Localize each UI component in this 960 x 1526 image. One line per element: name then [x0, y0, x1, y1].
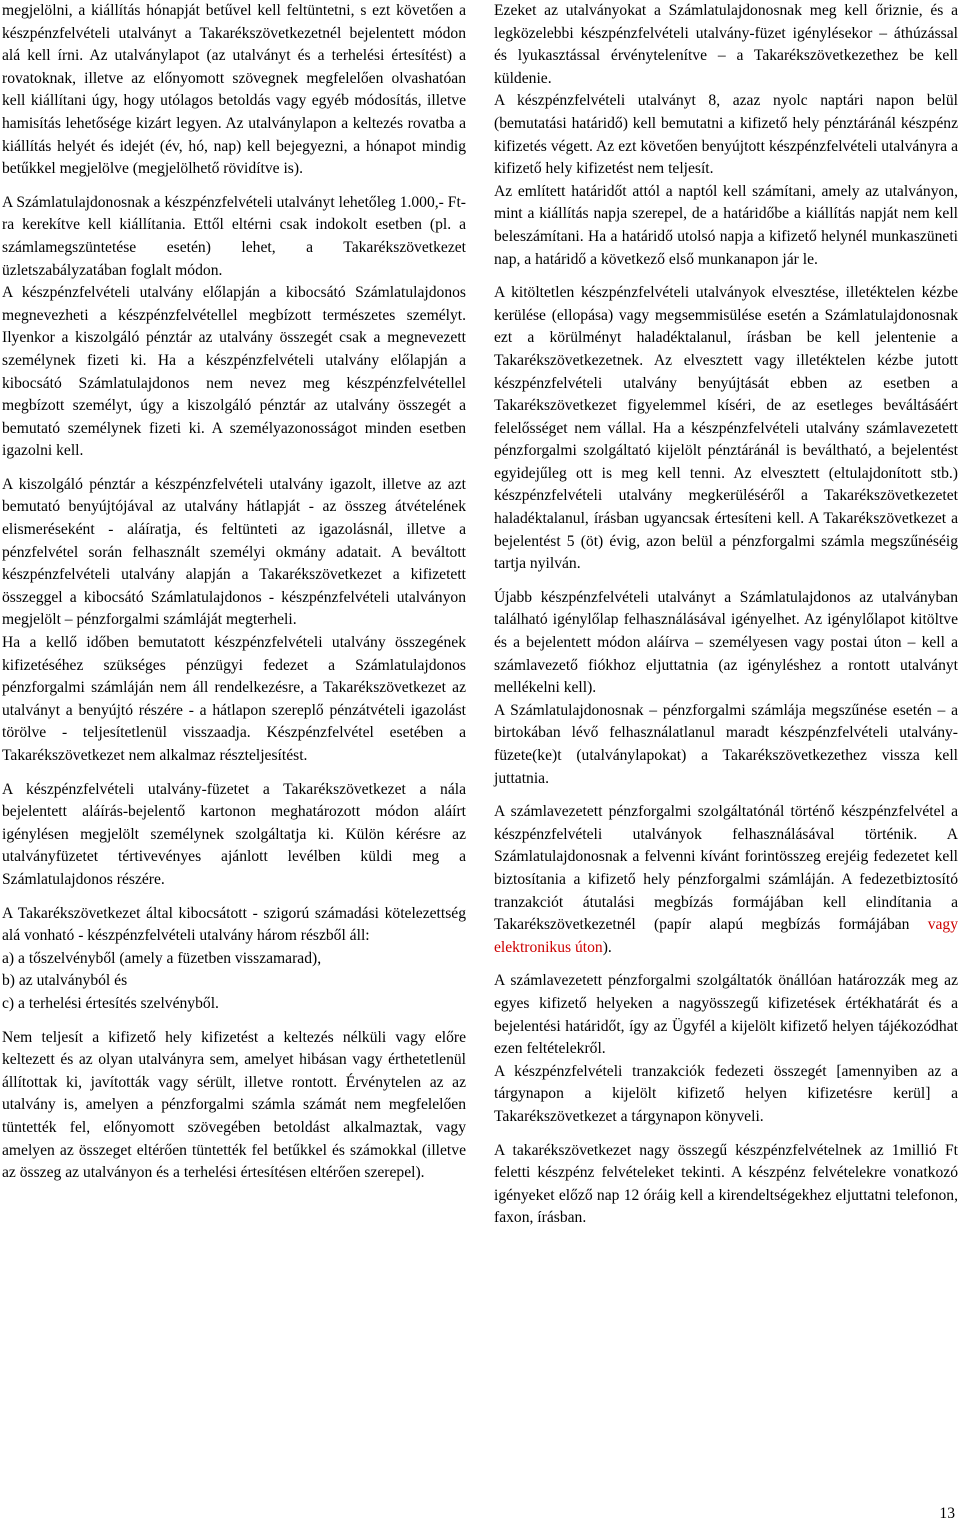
left-paragraph-2: A Számlatulajdonosnak a készpénzfelvételi utalványt lehetőleg 1.000,- Ft-ra kerekítve kell kiállítania. Ettől eltérni csak indokolt esetben (pl. a számlamegszüntetése esetén) lehet, a Takarékszövetkezet üzletszabályzatában foglalt módon.: [2, 193, 466, 279]
right-paragraph-6: A Számlatulajdonosnak – pénzforgalmi számlája megszűnése esetén – a birtokában lévő felhasználatlanul maradt készpénzfelvételi utalvány-füzete(ke)t (utalványlapokat) a Takarékszövetkezethez vissza kell juttatnia.: [494, 701, 958, 787]
right-paragraph-10: A takarékszövetkezet nagy összegű készpénzfelvételnek az 1millió Ft feletti készpénz felvételeket tekinti. A készpénz felvételekre vonatkozó igényeket előző nap 12 óráig kell a kirendeltségekhez eljuttatni telefonon, faxon, írásban.: [494, 1141, 958, 1227]
left-paragraph-5: Ha a kellő időben bemutatott készpénzfelvételi utalvány összegének kifizetéséhez szükséges pénzügyi fedezet a Számlatulajdonos pénzforgalmi számláján nem áll rendelkezésre, a Takarékszövetkezet az utalványt a benyújtó részére - a hátlapon szereplő pénzátvételi igazolást törölve - teljesítetlenül visszaadja. Készpénzfelvétel esetében a Takarékszövetkezet nem alkalmaz részteljesítést.: [2, 634, 466, 764]
right-column: [494, 0, 958, 1230]
right-paragraph-5: Újabb készpénzfelvételi utalványt a Számlatulajdonos az utalványban található igénylőlap felhasználásával igényelhet. Az igénylőlapot kitöltve és a bejelentett módon aláírva – személyesen vagy postai úton – kell a számlavezető fiókhoz eljuttatnia (az igényléshez a rontott utalványt mellékelni kell).: [494, 588, 958, 697]
right-paragraph-1: Ezeket az utalványokat a Számlatulajdonosnak meg kell őriznie, és a legközelebbi készpénzfelvételi utalvány-füzet igénylésekor – áthúzással és lyukasztással érvénytelenítve – a Takarékszövetkezethez be kell küldenie.: [494, 2, 958, 87]
right-paragraph-3: Az említett határidőt attól a naptól kell számítani, amely az utalványon, mint a kiállítás napja szerepel, de a határidőbe a kiállítás napját nem kell beleszámítani. Ha a határidő utolsó napja a kifizető helynél munkaszüneti nap, a határidő a következő első munkanapon jár le.: [494, 182, 958, 268]
list-item-a: a) a tőszelvényből (amely a füzetben visszamarad),: [2, 949, 322, 967]
right-paragraph-9: A készpénzfelvételi tranzakciók fedezeti összegét [amennyiben az a tárgynapon a kijelölt kifizető helyen kifizetésre kerül] a Takarékszövetkezet a tárgynapon könyveli.: [494, 1062, 958, 1125]
right-paragraph-7-end: ).: [602, 938, 612, 956]
right-paragraph-8: A számlavezetett pénzforgalmi szolgáltatók önállóan határozzák meg az egyes kifizető helyeken a nagyösszegű kifizetések értékhatárát és a bejelentési határidőt, így az Ügyfél a kijelölt kifizető helyen tájékozódhat ezen feltételekről.: [494, 972, 958, 1058]
page-number: 13: [939, 1505, 955, 1522]
right-paragraph-7: [494, 801, 958, 959]
list-item-c: c) a terhelési értesítés szelvényből.: [2, 994, 219, 1012]
left-column: [2, 0, 466, 1185]
left-paragraph-3: A készpénzfelvételi utalvány előlapján a kibocsátó Számlatulajdonos megnevezheti a készpénzfelvétellel megbízott természetes személyt. Ilyenkor a kiszolgáló pénztár az utalvány összegét csak a megnevezett személynek fizeti ki. Ha a készpénzfelvételi utalvány előlapján a kibocsátó Számlatulajdonos nem nevez meg készpénzfelvétellel megbízott személyt, úgy a kiszolgáló pénztár az utalvány összegét a bemutató személynek fizeti ki. A személyazonosságot minden esetben igazolni kell.: [2, 284, 466, 460]
left-paragraph-8: Nem teljesít a kifizető hely kifizetést a keltezés nélküli vagy előre keltezett és az olyan utalványra sem, amelyet hibásan vagy érthetetlenül állítottak ki, javították vagy sérült, illetve rontott. Érvénytelen az az utalvány is, amelyen a pénzforgalmi számla számát nem megfelelően tüntették fel, előnyomott szövegében betoldást alkalmaztak, vagy amelyen az összeget eltérően tüntették fel betűkkel és számokkal (illetve az összeg az utalványon és a terhelési értesítésen eltérően szerepel).: [2, 1028, 466, 1182]
left-paragraph-4: A kiszolgáló pénztár a készpénzfelvételi utalvány igazolt, illetve az azt bemutató benyújtójával az utalvány hátlapját - az összeg átvételének elismeréseként - aláíratja, és feltünteti az igazolásnál, illetve a pénzfelvétel során felhasznált személyi okmány adatait. A beváltott készpénzfelvételi utalvány alapján a Takarékszövetkezet a kifizetett összeggel a kibocsátó Számlatulajdonos - készpénzfelvételi utalványon megjelölt – pénzforgalmi számláját megterheli.: [2, 475, 466, 629]
right-paragraph-7-text: A számlavezetett pénzforgalmi szolgáltatónál történő készpénzfelvétel a készpénzfelvételi utalványok felhasználásával történik. A Számlatulajdonosnak a felvenni kívánt forintösszeg erejéig fedezetet kell biztosítania a kifizető hely pénzforgalmi számláján. A fedezetbiztosító tranzakciót átutalási megbízás formájában kell elindítania a Takarékszövetkezetnél (papír alapú megbízás formájában: [494, 803, 958, 934]
electronic-route-highlight: vagy elektronikus úton: [494, 916, 958, 956]
left-paragraph-1: megjelölni, a kiállítás hónapját betűvel kell feltüntetni, s ezt követően a készpénzfelvételi utalványt a Takarékszövetkezetnél bejelentett módon alá kell írni. Az utalványlapot (az utalványt és a terhelési értesítést) a rovatoknak, illetve az előnyomott szövegnek megfelelően olvashatóan kell kiállítani úgy, hogy utólagos betoldás vagy egyéb módosítás, illetve hamisítás lehetősége kizárt legyen. Az utalványlapon a keltezés rovatba a kiállítás helyét és idejét (év, hó, nap) kell bejegyezni, a hónapot mindig betűkkel megjelölve (megjelölhető rövidítve is).: [2, 2, 466, 178]
left-paragraph-6: A készpénzfelvételi utalvány-füzetet a Takarékszövetkezet a nála bejelentett aláírás-bejelentő kartonon meghatározott módon aláírt igénylésen megjelölt személynek szolgáltatja ki. Külön kérésre az utalványfüzetet tértivevényes ajánlott levélben küldi meg a Számlatulajdonos részére.: [2, 780, 466, 888]
list-item-b: b) az utalványból és: [2, 972, 128, 990]
right-paragraph-4: A kitöltetlen készpénzfelvételi utalványok elvesztése, illetéktelen kézbe kerülése (ellopása) vagy megsemmisülése esetén a Számlatulajdonosnak ezt a körülményt haladéktalanul, írásban be kell jelentenie a Takarékszövetkezetnek. Az elvesztett vagy illetéktelen kézbe jutott készpénzfelvételi utalvány benyújtását ebben az esetben a Takarékszövetkezet figyelemmel kíséri, de az esetleges beváltásáért felelősséget nem vállal. Ha a készpénzfelvételi utalvány számlavezetett pénzforgalmi szolgáltató kijelölt pénztáránál is beváltható, a bejelentést egyidejűleg ott is meg kell tenni. Az elvesztett (eltulajdonított stb.) készpénzfelvételi utalvány megkerüléséről a Takarékszövetkezetet haladéktalanul, írásban ugyancsak értesíteni kell. A Takarékszövetkezet a bejelentést 5 (öt) évig, azon belül a pénzforgalmi számla megszűnéséig tartja nyilván.: [494, 284, 958, 573]
right-paragraph-2: A készpénzfelvételi utalványt 8, azaz nyolc naptári napon belül (bemutatási határidő) kell bemutatni a kifizető hely pénztáránál készpénz kifizetés végett. Az ezt követően benyújtott készpénzfelvételi utalványra a kifizető hely kifizetést nem teljesít.: [494, 92, 958, 178]
left-paragraph-7: A Takarékszövetkezet által kibocsátott - szigorú számadási kötelezettség alá vonható - készpénzfelvételi utalvány három részből áll:: [2, 904, 466, 945]
